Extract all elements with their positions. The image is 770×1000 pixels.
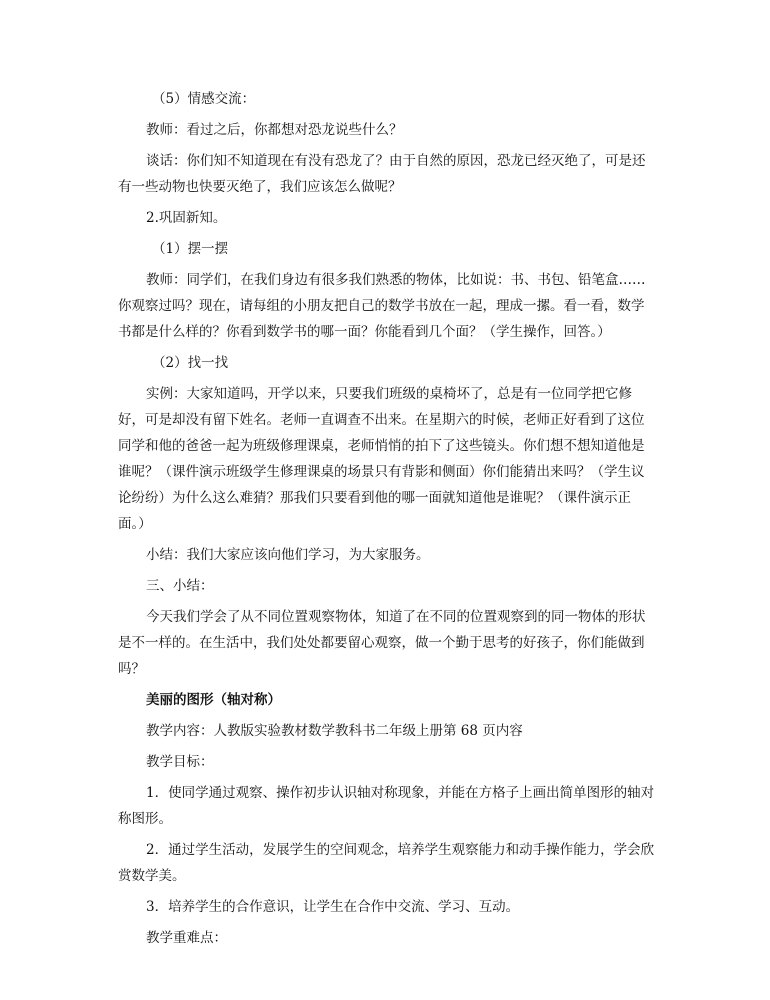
paragraph-line: 谁呢？（课件演示班级学生修理课桌的场景只有背影和侧面）你们能猜出来吗？（学生议: [118, 464, 645, 480]
paragraph-line: 吗？: [118, 661, 145, 677]
paragraph-line: 同学和他的爸爸一起为班级修理课桌，老师悄悄的拍下了这些镜头。你们想不想知道他是: [118, 438, 645, 454]
goal-item: 3．培养学生的合作意识，让学生在合作中交流、学习、互动。: [146, 899, 520, 915]
goal-item-continued: 称图形。: [118, 811, 172, 827]
paragraph-line: 实例：大家知道吗，开学以来，只要我们班级的桌椅坏了，总是有一位同学把它修: [146, 386, 632, 402]
paragraph-line: 论纷纷）为什么这么难猜？那我们只要看到他的哪一面就知道他是谁呢？（课件演示正: [118, 490, 631, 506]
document-body: [118, 86, 658, 951]
goal-item: 2．通过学生活动，发展学生的空间观念，培养学生观察能力和动手操作能力，学会欣: [146, 842, 655, 858]
paragraph-line: 好，可是却没有留下姓名。老师一直调查不出来。在星期六的时候，老师正好看到了这位: [118, 412, 645, 428]
paragraph-line: 谈话：你们知不知道现在有没有恐龙了？由于自然的原因，恐龙已经灭绝了，可是还: [146, 153, 646, 169]
subsection-heading: （1）摆一摆: [152, 241, 229, 257]
section-heading: （5）情感交流：: [152, 91, 256, 107]
section-heading: 2.巩固新知。: [146, 210, 227, 226]
paragraph-line: 书都是什么样的？你看到数学书的哪一面？你能看到几个面？（学生操作，回答。）: [118, 324, 611, 340]
paragraph-line: 教师：看过之后，你都想对恐龙说些什么？: [146, 122, 403, 138]
section-heading: 三、小结：: [146, 578, 214, 594]
paragraph-line: 是不一样的。在生活中，我们处处都要留心观察，做一个勤于思考的好孩子，你们能做到: [118, 635, 645, 651]
key-points-heading: 教学重难点：: [146, 930, 227, 946]
paragraph-line: 有一些动物也快要灭绝了，我们应该怎么做呢？: [118, 179, 402, 195]
teaching-content: 教学内容：人教版实验教材数学教科书二年级上册第 68 页内容: [146, 723, 523, 739]
paragraph-line: 你观察过吗？现在，请每组的小朋友把自己的数学书放在一起，理成一摞。看一看，数学: [118, 298, 645, 314]
summary-line: 小结：我们大家应该向他们学习，为大家服务。: [146, 547, 430, 563]
paragraph-line: 面。）: [118, 516, 152, 532]
paragraph-line: 教师：同学们，在我们身边有很多我们熟悉的物体，比如说：书、书包、铅笔盒……: [146, 272, 646, 288]
lesson-title: 美丽的图形（轴对称）: [146, 692, 281, 708]
subsection-heading: （2）找一找: [152, 355, 229, 371]
goal-item-continued: 赏数学美。: [118, 868, 186, 884]
paragraph-line: 今天我们学会了从不同位置观察物体，知道了在不同的位置观察到的同一物体的形状: [146, 609, 646, 625]
teaching-goals-heading: 教学目标：: [146, 754, 214, 770]
goal-item: 1．使同学通过观察、操作初步认识轴对称现象，并能在方格子上画出简单图形的轴对: [146, 785, 655, 801]
